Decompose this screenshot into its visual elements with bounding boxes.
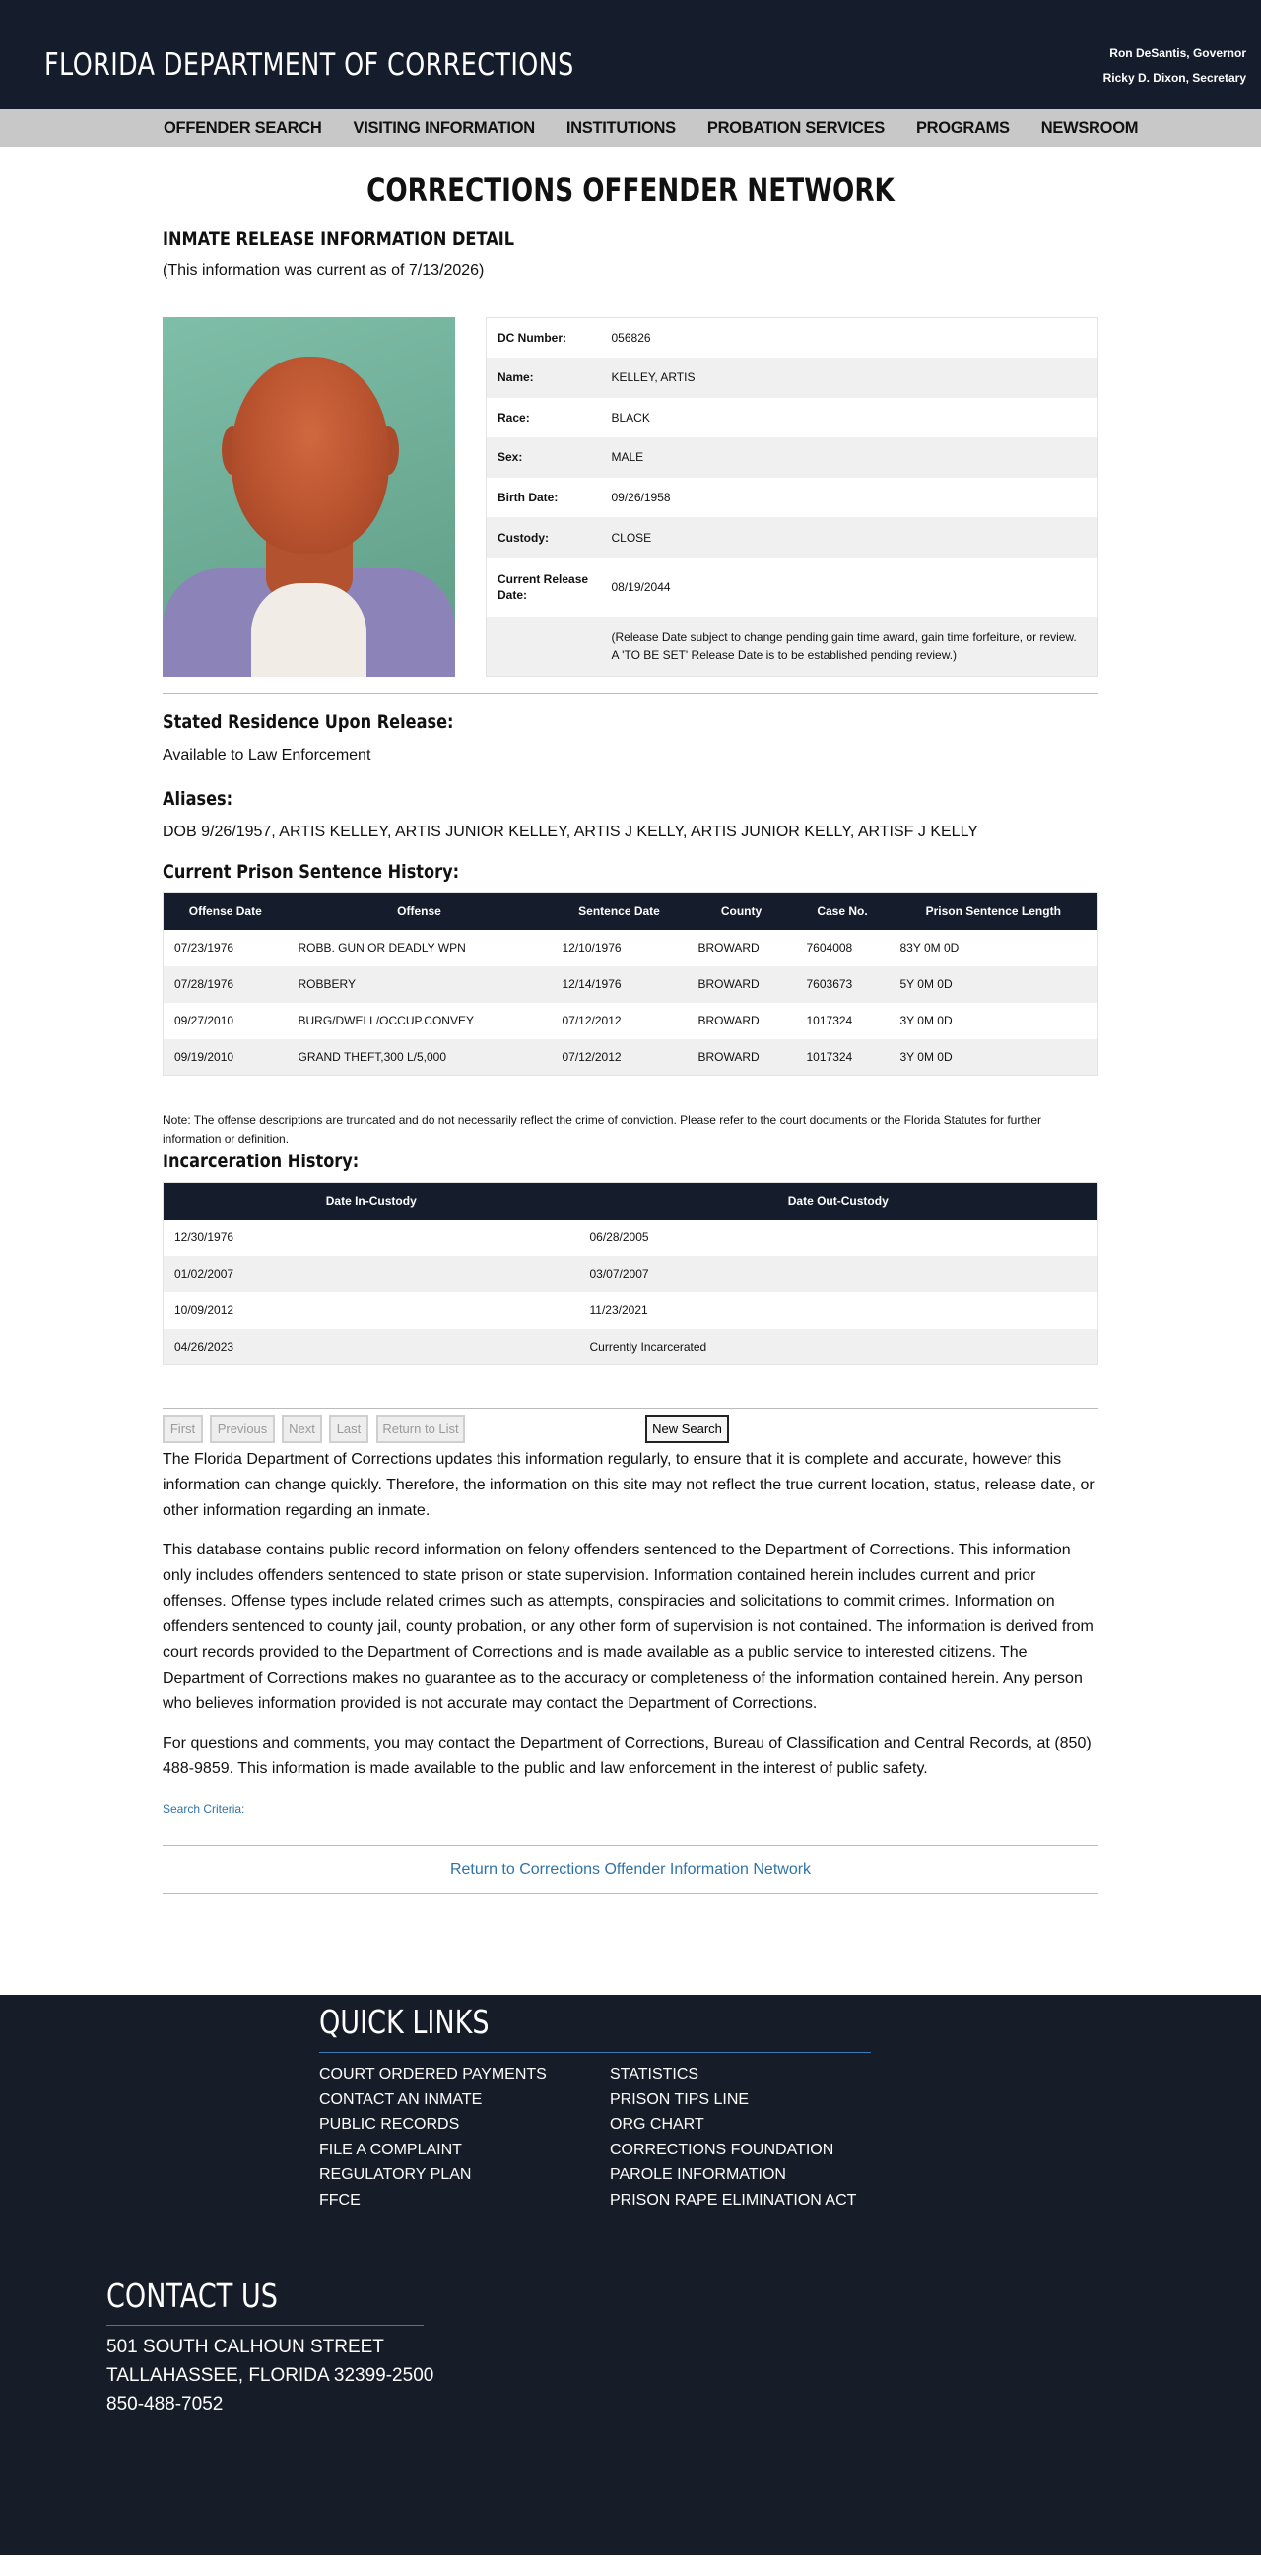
offense-date: 09/27/2010 [174, 1014, 234, 1027]
sex-label: Sex: [487, 437, 601, 478]
main-nav [0, 109, 1261, 147]
date-out: 11/23/2021 [589, 1303, 648, 1317]
case-no: 7603673 [796, 966, 890, 1003]
nav-newsroom[interactable]: NEWSROOM [1040, 118, 1139, 137]
link-statistics[interactable]: STATISTICS [610, 2066, 699, 2082]
link-regulatory-plan[interactable]: REGULATORY PLAN [319, 2166, 472, 2183]
offense-date: 07/23/1976 [174, 941, 234, 955]
sentence-length: 83Y 0M 0D [899, 941, 960, 955]
return-to-list-button[interactable]: Return to List [376, 1415, 465, 1443]
new-search-button[interactable]: New Search [645, 1415, 729, 1443]
contact-phone[interactable]: 850-488-7052 [106, 2394, 224, 2414]
nav-institutions[interactable]: INSTITUTIONS [565, 118, 676, 137]
residence-heading: Stated Residence Upon Release: [163, 711, 454, 733]
pager [163, 1408, 1098, 1447]
disclaimer-paragraph: The Florida Department of Corrections updates this information regularly, to ensure that it is complete and accurate, however this information can change quickly. Therefore, the information on this site may not reflect the true current location, status, release date, or other information regarding an inmate. [163, 1451, 1095, 1519]
date-out: 03/07/2007 [579, 1256, 1098, 1292]
quick-links-divider [319, 2052, 871, 2053]
previous-button[interactable]: Previous [210, 1415, 275, 1443]
contact-us-title: CONTACT US [106, 2277, 278, 2315]
link-court-ordered-payments[interactable]: COURT ORDERED PAYMENTS [319, 2066, 547, 2082]
sentence-length: 3Y 0M 0D [890, 1039, 1098, 1076]
inmate-info-table [486, 317, 1098, 677]
inmate-photo [163, 317, 455, 677]
col-offense: Offense [288, 893, 552, 930]
contact-details [106, 2333, 433, 2418]
link-contact-an-inmate[interactable]: CONTACT AN INMATE [319, 2090, 483, 2108]
nav-offender-search[interactable]: OFFENDER SEARCH [164, 118, 322, 137]
custody-value: CLOSE [601, 517, 1098, 558]
nav-probation-services[interactable]: PROBATION SERVICES [706, 118, 885, 137]
inmate-detail [163, 317, 1098, 677]
birth-date-value: 09/26/1958 [611, 491, 671, 505]
secretary-name: Ricky D. Dixon, Secretary [1102, 71, 1246, 85]
col-sentence-length: Prison Sentence Length [890, 893, 1098, 930]
county: BROWARD [697, 1014, 760, 1027]
col-county: County [688, 893, 796, 930]
quick-links-title: QUICK LINKS [319, 2003, 490, 2041]
release-date-value: 08/19/2044 [611, 580, 671, 595]
table-row [164, 1256, 1098, 1292]
sentence-date: 07/12/2012 [552, 1039, 688, 1076]
sentence-date: 12/10/1976 [562, 941, 622, 955]
link-public-records[interactable]: PUBLIC RECORDS [319, 2116, 460, 2133]
aliases-value: DOB 9/26/1957, ARTIS KELLEY, ARTIS JUNIOR KELLEY, ARTIS J KELLY, ARTIS JUNIOR KELLY, ARTISF J KELLY [163, 824, 978, 840]
col-offense-date: Offense Date [164, 893, 288, 930]
site-header [0, 0, 1261, 109]
birth-date-label: Birth Date: [498, 491, 559, 505]
sentence-date: 07/12/2012 [562, 1014, 622, 1027]
table-row [164, 930, 1098, 966]
date-in: 04/26/2023 [164, 1329, 579, 1365]
link-prea[interactable]: PRISON RAPE ELIMINATION ACT [610, 2191, 857, 2209]
aliases-heading: Aliases: [163, 788, 233, 810]
link-corrections-foundation[interactable]: CORRECTIONS FOUNDATION [610, 2141, 834, 2158]
main-content [163, 171, 1098, 1894]
offense-date: 07/28/1976 [164, 966, 288, 1003]
release-date-label: Current Release Date: [498, 572, 589, 603]
disclaimer-paragraph: For questions and comments, you may contact the Department of Corrections, Bureau of Classification and Central Records, at (850) 488-9859. This information is made available to the public and law enforcement in the interest of public safety. [163, 1735, 1092, 1777]
county: BROWARD [688, 966, 796, 1003]
date-in: 12/30/1976 [174, 1230, 234, 1244]
sentence-table [163, 892, 1098, 1076]
current-as-of: (This information was current as of 7/13/2026) [163, 262, 485, 279]
county: BROWARD [697, 941, 760, 955]
link-parole-information[interactable]: PAROLE INFORMATION [610, 2166, 786, 2183]
return-section [163, 1845, 1098, 1894]
county: BROWARD [688, 1039, 796, 1076]
sentence-length: 5Y 0M 0D [890, 966, 1098, 1003]
custody-label: Custody: [487, 517, 601, 558]
contact-address-line1: 501 SOUTH CALHOUN STREET [106, 2337, 384, 2357]
case-no: 1017324 [806, 1014, 853, 1027]
link-ffce[interactable]: FFCE [319, 2191, 361, 2209]
quick-links-left [319, 2062, 547, 2213]
link-file-a-complaint[interactable]: FILE A COMPLAINT [319, 2141, 462, 2158]
offense: GRAND THEFT,300 L/5,000 [288, 1039, 552, 1076]
contact-divider [106, 2325, 424, 2326]
officials [1103, 41, 1246, 91]
release-note-spacer [487, 617, 601, 676]
sentence-heading: Current Prison Sentence History: [163, 861, 460, 883]
table-row [164, 1039, 1098, 1076]
date-out: Currently Incarcerated [579, 1329, 1098, 1365]
sex-value: MALE [601, 437, 1098, 478]
site-title[interactable]: FLORIDA DEPARTMENT OF CORRECTIONS [44, 47, 574, 83]
offense: BURG/DWELL/OCCUP.CONVEY [298, 1014, 474, 1027]
return-link[interactable]: Return to Corrections Offender Information Network [449, 1861, 812, 1878]
incarceration-table [163, 1182, 1098, 1365]
release-note: (Release Date subject to change pending gain time award, gain time forfeiture, or review. A 'TO BE SET' Release Date is to be established pending review.) [601, 617, 1098, 676]
dc-number-value: 056826 [611, 331, 651, 346]
residence-value: Available to Law Enforcement [163, 747, 371, 763]
contact-address-line2: TALLAHASSEE, FLORIDA 32399-2500 [106, 2365, 434, 2386]
name-value: KELLEY, ARTIS [601, 358, 1098, 398]
table-row [164, 966, 1098, 1003]
col-date-out: Date Out-Custody [579, 1183, 1098, 1220]
nav-visiting-information[interactable]: VISITING INFORMATION [353, 118, 535, 137]
table-row [164, 1329, 1098, 1365]
divider [163, 693, 1098, 694]
next-button[interactable]: Next [282, 1415, 322, 1443]
site-footer [0, 1995, 1261, 2555]
case-no: 7604008 [806, 941, 853, 955]
disclaimer-paragraph: This database contains public record information on felony offenders sentenced to the Department of Corrections. This information only includes offenders sentenced to state prison or state supervision. Information contained herein includes current and prior offenses. Offense types include related crimes such as attempts, conspiracies and solicitations to commit crimes. Information on offenders sentenced to county jail, county probation, or any other form of supervision is not contained. The information is derived from court records provided to the Department of Corrections and is made available as a public service to interested citizens. The Department of Corrections makes no guarantee as to the accuracy or completeness of the information contained herein. Any person who believes information provided is not accurate may contact the Department of Corrections. [163, 1542, 1094, 1712]
quick-links-right [610, 2062, 856, 2213]
offense: ROBB. GUN OR DEADLY WPN [298, 941, 466, 955]
date-out: 06/28/2005 [589, 1230, 649, 1244]
dc-number-label: DC Number: [498, 331, 567, 346]
sentence-length: 3Y 0M 0D [899, 1014, 953, 1027]
col-case-no: Case No. [796, 893, 890, 930]
link-prison-tips-line[interactable]: PRISON TIPS LINE [610, 2090, 750, 2108]
race-value: BLACK [611, 410, 650, 425]
link-org-chart[interactable]: ORG CHART [610, 2116, 704, 2133]
detail-heading: INMATE RELEASE INFORMATION DETAIL [163, 229, 515, 250]
race-label: Race: [498, 410, 530, 425]
case-no: 1017324 [796, 1039, 890, 1076]
date-in: 10/09/2012 [174, 1303, 234, 1317]
offense: ROBBERY [288, 966, 552, 1003]
date-in: 01/02/2007 [164, 1256, 579, 1292]
name-label: Name: [487, 358, 601, 398]
page-title: CORRECTIONS OFFENDER NETWORK [366, 171, 895, 209]
offense-note: Note: The offense descriptions are truncated and do not necessarily reflect the crime of conviction. Please refer to the court documents or the Florida Statutes for further information or definition. [163, 1113, 1042, 1146]
sentence-date: 12/14/1976 [552, 966, 688, 1003]
search-criteria[interactable]: Search Criteria: [163, 1802, 245, 1816]
nav-programs[interactable]: PROGRAMS [915, 118, 1010, 137]
offense-date: 09/19/2010 [164, 1039, 288, 1076]
first-button[interactable]: First [163, 1415, 203, 1443]
table-row [164, 1220, 1098, 1256]
col-sentence-date: Sentence Date [552, 893, 688, 930]
incarceration-heading: Incarceration History: [163, 1151, 360, 1172]
governor-name: Ron DeSantis, Governor [1109, 46, 1246, 60]
table-row [164, 1003, 1098, 1039]
last-button[interactable]: Last [329, 1415, 368, 1443]
table-row [164, 1292, 1098, 1329]
col-date-in: Date In-Custody [164, 1183, 579, 1220]
